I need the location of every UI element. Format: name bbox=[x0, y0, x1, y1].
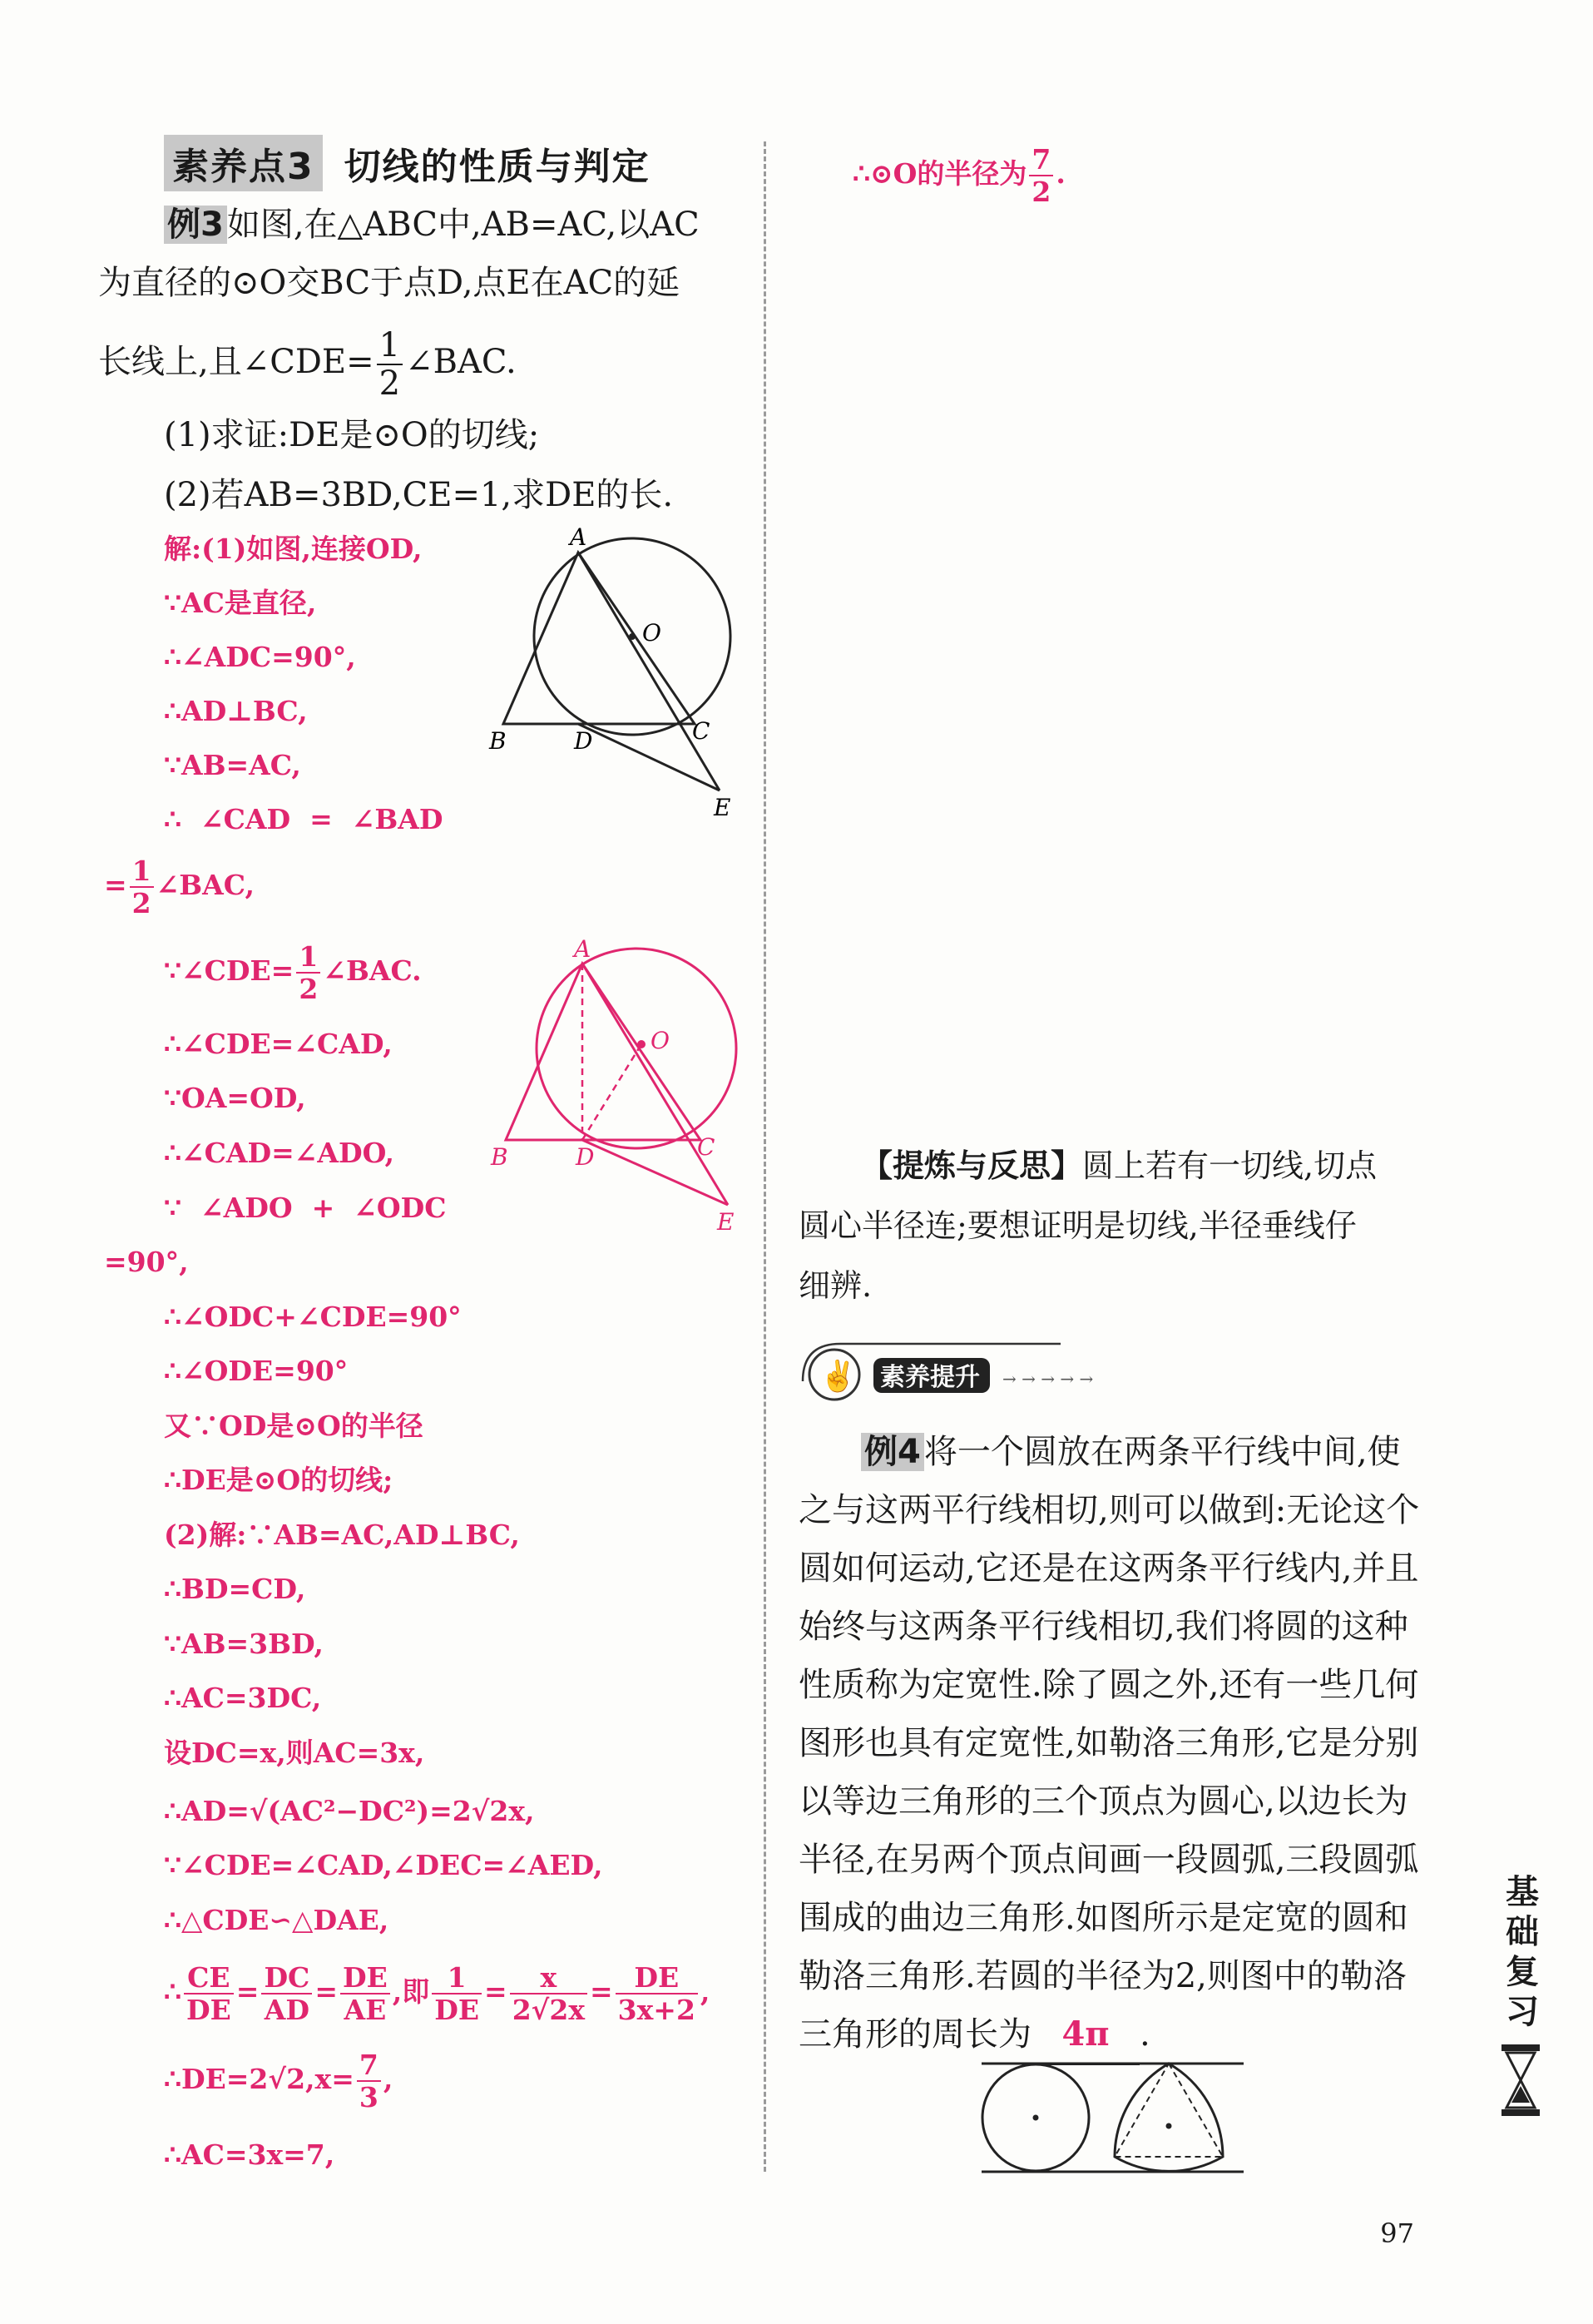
triangle-abc bbox=[506, 964, 700, 1140]
reuleaux-figure bbox=[973, 2055, 1256, 2180]
center-point bbox=[637, 1040, 646, 1048]
line-ae bbox=[578, 553, 720, 790]
geometry-figure-1 bbox=[466, 524, 749, 832]
solution-line: ∴∠CAD=∠ADO, bbox=[164, 1137, 394, 1169]
example4-line: 性质称为定宽性.除了圆之外,还有一些几何 bbox=[799, 1666, 1419, 1704]
svg-text:A: A bbox=[570, 524, 587, 551]
solution-line: = $\frac{1}{2}$ ∠BAC, bbox=[104, 855, 255, 919]
solution-line: ∵AB=3BD, bbox=[164, 1628, 324, 1660]
solution-line: ∵AC是直径, bbox=[164, 587, 317, 619]
section-title bbox=[164, 135, 651, 191]
svg-text:D: D bbox=[576, 1143, 595, 1171]
example3-line2: 为直径的⊙O交BC于点D,点E在AC的延 bbox=[98, 264, 680, 302]
solution-line: ∴△CDE∽△DAE, bbox=[164, 1904, 389, 1936]
solution-line: 解:(1)如图,连接OD, bbox=[164, 533, 423, 565]
example4-line: 围成的曲边三角形.如图所示是定宽的圆和 bbox=[799, 1899, 1408, 1937]
solution-line: ∵OA=OD, bbox=[164, 1082, 306, 1114]
section-tag: 素养点3 bbox=[164, 135, 323, 191]
solution-line: ∴AD=√(AC²−DC²)=2√2x, bbox=[164, 1795, 535, 1827]
hourglass-icon bbox=[1500, 2043, 1541, 2118]
reuleaux-triangle bbox=[1115, 2064, 1223, 2171]
line-ae bbox=[582, 964, 728, 1205]
solution-line: ∴ $\frac{CE}{DE}$ = $\frac{DC}{AD}$ = $\frac{DE}{AE}$ ,即 $\frac{1}{DE}$ = $\frac{x}{2√2x}$ = $\frac{DE}{3x+2}$ , bbox=[164, 1961, 710, 2026]
example4-line: 圆如何运动,它还是在这两条平行线内,并且 bbox=[799, 1549, 1419, 1588]
svg-text:E: E bbox=[717, 1208, 735, 1236]
solution-line: ∴DE是⊙O的切线; bbox=[164, 1464, 393, 1496]
svg-text:C: C bbox=[697, 1133, 715, 1161]
line-od bbox=[582, 1044, 641, 1140]
answer-blank: 4π bbox=[1031, 2005, 1140, 2065]
solution-line: ∴∠CDE=∠CAD, bbox=[164, 1028, 393, 1060]
example4-line: 始终与这两条平行线相切,我们将圆的这种 bbox=[799, 1608, 1408, 1646]
reflection-line3: 细辨. bbox=[799, 1267, 873, 1304]
section-heading: 切线的性质与判定 bbox=[344, 146, 651, 188]
example4-line: 图形也具有定宽性,如勒洛三角形,它是分别 bbox=[799, 1724, 1419, 1762]
svg-text:→ → → → →: → → → → → bbox=[1002, 1369, 1094, 1389]
victory-hand-icon: ✌ bbox=[819, 1360, 857, 1394]
page-number: 97 bbox=[1380, 2217, 1414, 2249]
svg-text:O: O bbox=[642, 619, 661, 647]
reflection-tag: 【提炼与反思】 bbox=[861, 1147, 1083, 1184]
svg-text:B: B bbox=[489, 727, 507, 755]
circle-o bbox=[537, 949, 736, 1148]
solution-line: 又∵OD是⊙O的半径 bbox=[164, 1410, 423, 1442]
solution-line: =90°, bbox=[104, 1246, 189, 1278]
example4-tag: 例4 bbox=[861, 1433, 924, 1471]
column-divider bbox=[764, 141, 766, 2172]
solution-line: ∴AC=3DC, bbox=[164, 1682, 322, 1714]
solution-line: ∵∠CDE= $\frac{1}{2}$ ∠BAC. bbox=[164, 940, 422, 1005]
solution-line: ∴∠ODC+∠CDE=90° bbox=[164, 1301, 462, 1333]
example4-line: 半径,在另两个顶点间画一段圆弧,三段圆弧 bbox=[799, 1841, 1419, 1879]
solution-line: ∴⊙O的半径为 $\frac{7}{2}$ . bbox=[853, 143, 1066, 208]
svg-text:素养提升: 素养提升 bbox=[880, 1363, 980, 1392]
example3-question2: (2)若AB=3BD,CE=1,求DE的长. bbox=[164, 476, 674, 514]
equilateral-triangle bbox=[1115, 2064, 1223, 2157]
solution-line: ∴∠ODE=90° bbox=[164, 1355, 349, 1387]
example4-line: 勒洛三角形.若圆的半径为2,则图中的勒洛 bbox=[799, 1957, 1407, 1995]
solution-line: ∴ ∠CAD = ∠BAD bbox=[164, 803, 443, 835]
solution-line: ∴AC=3x=7, bbox=[164, 2138, 335, 2171]
center-point bbox=[629, 633, 636, 640]
reflection-line1: 【提炼与反思】圆上若有一切线,切点 bbox=[861, 1147, 1378, 1184]
solution-line: ∴BD=CD, bbox=[164, 1573, 306, 1605]
solution-line: ∵∠CDE=∠CAD,∠DEC=∠AED, bbox=[164, 1849, 603, 1881]
solution-line: ∴∠ADC=90°, bbox=[164, 641, 356, 673]
fraction: $\frac{1}{2}$ bbox=[377, 329, 403, 400]
reflection-line2: 圆心半径连;要想证明是切线,半径垂线仔 bbox=[799, 1207, 1357, 1244]
solution-line: ∵AB=AC, bbox=[164, 749, 301, 781]
example4-line: 以等边三角形的三个顶点为圆心,以边长为 bbox=[799, 1782, 1408, 1821]
literacy-banner bbox=[794, 1331, 1177, 1406]
circle-center bbox=[1033, 2115, 1039, 2121]
side-label: 基础复习 bbox=[1506, 1873, 1539, 2031]
svg-text:A: A bbox=[574, 935, 591, 963]
example3-question1: (1)求证:DE是⊙O的切线; bbox=[164, 416, 540, 454]
svg-text:C: C bbox=[692, 717, 710, 745]
svg-text:B: B bbox=[491, 1143, 508, 1171]
solution-line: (2)解:∵AB=AC,AD⊥BC, bbox=[164, 1519, 520, 1551]
solution-line: ∴DE=2√2,x= $\frac{7}{3}$ , bbox=[164, 2049, 393, 2113]
geometry-figure-2 bbox=[466, 932, 749, 1240]
triangle-center bbox=[1166, 2123, 1172, 2129]
solution-line: ∵ ∠ADO + ∠ODC bbox=[164, 1192, 447, 1224]
example3-line1: 例3 如图,在△ABC中,AB=AC,以AC bbox=[164, 196, 746, 254]
svg-text:E: E bbox=[714, 794, 731, 821]
solution-line: ∴AD⊥BC, bbox=[164, 695, 308, 727]
example3-tag: 例3 bbox=[164, 206, 227, 244]
example4-line1: 例4 将一个圆放在两条平行线中间,使 bbox=[861, 1423, 1526, 1481]
example3-line3: 长线上,且∠CDE= $\frac{1}{2}$ ∠BAC. bbox=[98, 326, 517, 403]
svg-text:D: D bbox=[574, 727, 593, 755]
solution-line: 设DC=x,则AC=3x, bbox=[164, 1737, 425, 1769]
example4-line: 三角形的周长为 4π . bbox=[799, 2005, 1150, 2065]
example4-line: 之与这两平行线相切,则可以做到:无论这个 bbox=[799, 1491, 1420, 1529]
svg-text:O: O bbox=[651, 1027, 670, 1054]
